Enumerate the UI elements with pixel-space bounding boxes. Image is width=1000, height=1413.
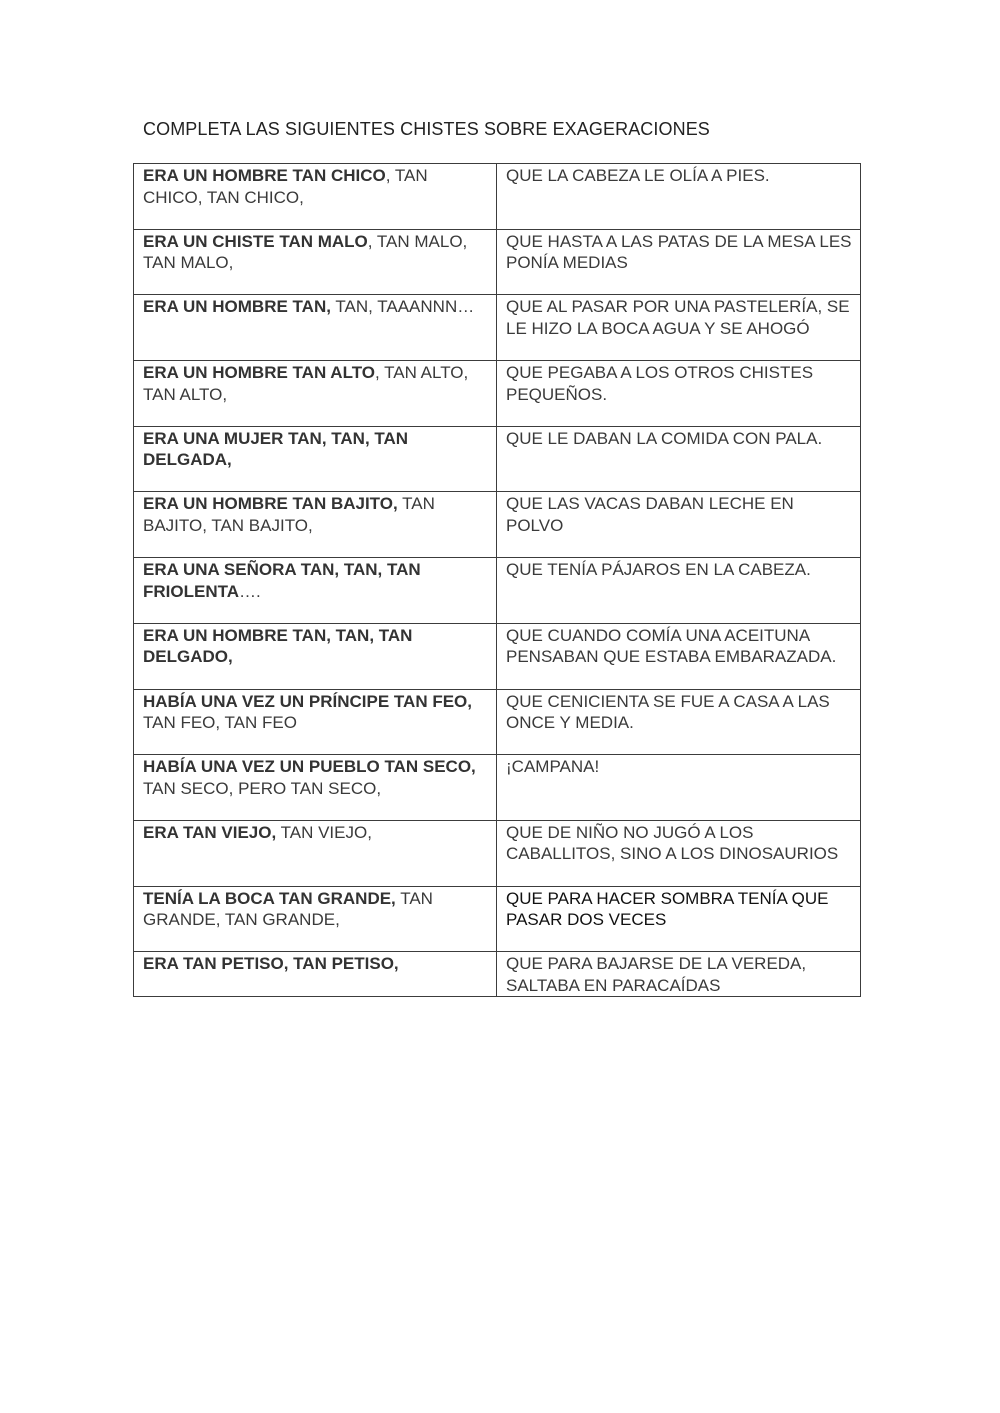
- setup-cell: [134, 952, 497, 997]
- setup-bold: ERA TAN VIEJO,: [143, 822, 277, 842]
- punchline-cell: QUE PEGABA A LOS OTROS CHISTES PEQUEÑOS.: [497, 361, 861, 427]
- punchline-cell: QUE PARA HACER SOMBRA TENÍA QUE PASAR DOS VECES: [497, 886, 861, 952]
- setup-bold: ERA UNA MUJER TAN, TAN, TAN DELGADA,: [143, 428, 409, 470]
- punchline-cell: QUE LA CABEZA LE OLÍA A PIES.: [497, 164, 861, 230]
- table-row: [134, 426, 861, 492]
- setup-rest: TAN SECO, PERO TAN SECO,: [143, 778, 382, 798]
- table-row: [134, 558, 861, 624]
- setup-cell: [134, 689, 497, 755]
- table-row: [134, 361, 861, 427]
- setup-cell: [134, 164, 497, 230]
- setup-rest: ….: [239, 581, 261, 601]
- setup-rest: , TAN MALO, TAN MALO,: [143, 231, 468, 273]
- punchline-cell: QUE HASTA A LAS PATAS DE LA MESA LES PONÍA MEDIAS: [497, 229, 861, 295]
- setup-cell: [134, 361, 497, 427]
- setup-bold: HABÍA UNA VEZ UN PRÍNCIPE TAN FEO,: [143, 691, 472, 711]
- setup-rest: , TAN ALTO, TAN ALTO,: [143, 363, 469, 404]
- punchline-cell: QUE LE DABAN LA COMIDA CON PALA.: [497, 426, 861, 492]
- setup-bold: ERA UN HOMBRE TAN,: [143, 297, 331, 317]
- setup-cell: [134, 755, 497, 821]
- punchline-cell: QUE TENÍA PÁJAROS EN LA CABEZA.: [497, 558, 861, 624]
- setup-bold: HABÍA UNA VEZ UN PUEBLO TAN SECO,: [143, 757, 476, 777]
- table-row: [134, 820, 861, 886]
- setup-bold: ERA UN HOMBRE TAN BAJITO,: [143, 494, 398, 514]
- setup-bold: ERA UN HOMBRE TAN ALTO: [143, 363, 376, 383]
- table-row: [134, 886, 861, 952]
- table-row: [134, 623, 861, 689]
- table-row: [134, 492, 861, 558]
- setup-cell: [134, 558, 497, 624]
- jokes-table: [133, 163, 861, 997]
- setup-bold: TENÍA LA BOCA TAN GRANDE,: [143, 888, 396, 908]
- punchline-cell: QUE CUANDO COMÍA UNA ACEITUNA PENSABAN QUE ESTABA EMBARAZADA.: [497, 623, 861, 689]
- setup-rest: TAN GRANDE, TAN GRANDE,: [143, 888, 433, 930]
- setup-rest: , TAN CHICO, TAN CHICO,: [143, 166, 428, 207]
- setup-bold: ERA UN HOMBRE TAN CHICO: [143, 166, 386, 185]
- punchline-cell: QUE PARA BAJARSE DE LA VEREDA, SALTABA EN PARACAÍDAS: [497, 952, 861, 997]
- table-row: [134, 295, 861, 361]
- table-row: [134, 689, 861, 755]
- table-row: [134, 755, 861, 821]
- punchline-cell: QUE AL PASAR POR UNA PASTELERÍA, SE LE HIZO LA BOCA AGUA Y SE AHOGÓ: [497, 295, 861, 361]
- setup-bold: ERA UNA SEÑORA TAN, TAN, TAN FRIOLENTA: [143, 560, 421, 601]
- setup-bold: ERA UN HOMBRE TAN, TAN, TAN DELGADO,: [143, 625, 413, 667]
- setup-rest: TAN, TAAANNN…: [330, 297, 475, 317]
- setup-cell: [134, 229, 497, 295]
- punchline-cell: QUE DE NIÑO NO JUGÓ A LOS CABALLITOS, SINO A LOS DINOSAURIOS: [497, 820, 861, 886]
- setup-cell: [134, 886, 497, 952]
- table-row: [134, 952, 861, 997]
- setup-cell: [134, 295, 497, 361]
- table-row: [134, 164, 861, 230]
- setup-cell: [134, 820, 497, 886]
- punchline-cell: QUE CENICIENTA SE FUE A CASA A LAS ONCE Y MEDIA.: [497, 689, 861, 755]
- punchline-cell: QUE LAS VACAS DABAN LECHE EN POLVO: [497, 492, 861, 558]
- punchline-cell: ¡CAMPANA!: [497, 755, 861, 821]
- setup-cell: [134, 492, 497, 558]
- setup-bold: ERA TAN PETISO, TAN PETISO,: [143, 954, 399, 974]
- setup-rest: TAN FEO, TAN FEO: [143, 713, 297, 732]
- setup-cell: [134, 623, 497, 689]
- table-row: [134, 229, 861, 295]
- page-title: COMPLETA LAS SIGUIENTES CHISTES SOBRE EXAGERACIONES: [143, 119, 710, 139]
- setup-cell: [134, 426, 497, 492]
- setup-rest: TAN VIEJO,: [276, 822, 372, 842]
- setup-bold: ERA UN CHISTE TAN MALO: [143, 231, 368, 251]
- setup-rest: TAN BAJITO, TAN BAJITO,: [143, 494, 435, 535]
